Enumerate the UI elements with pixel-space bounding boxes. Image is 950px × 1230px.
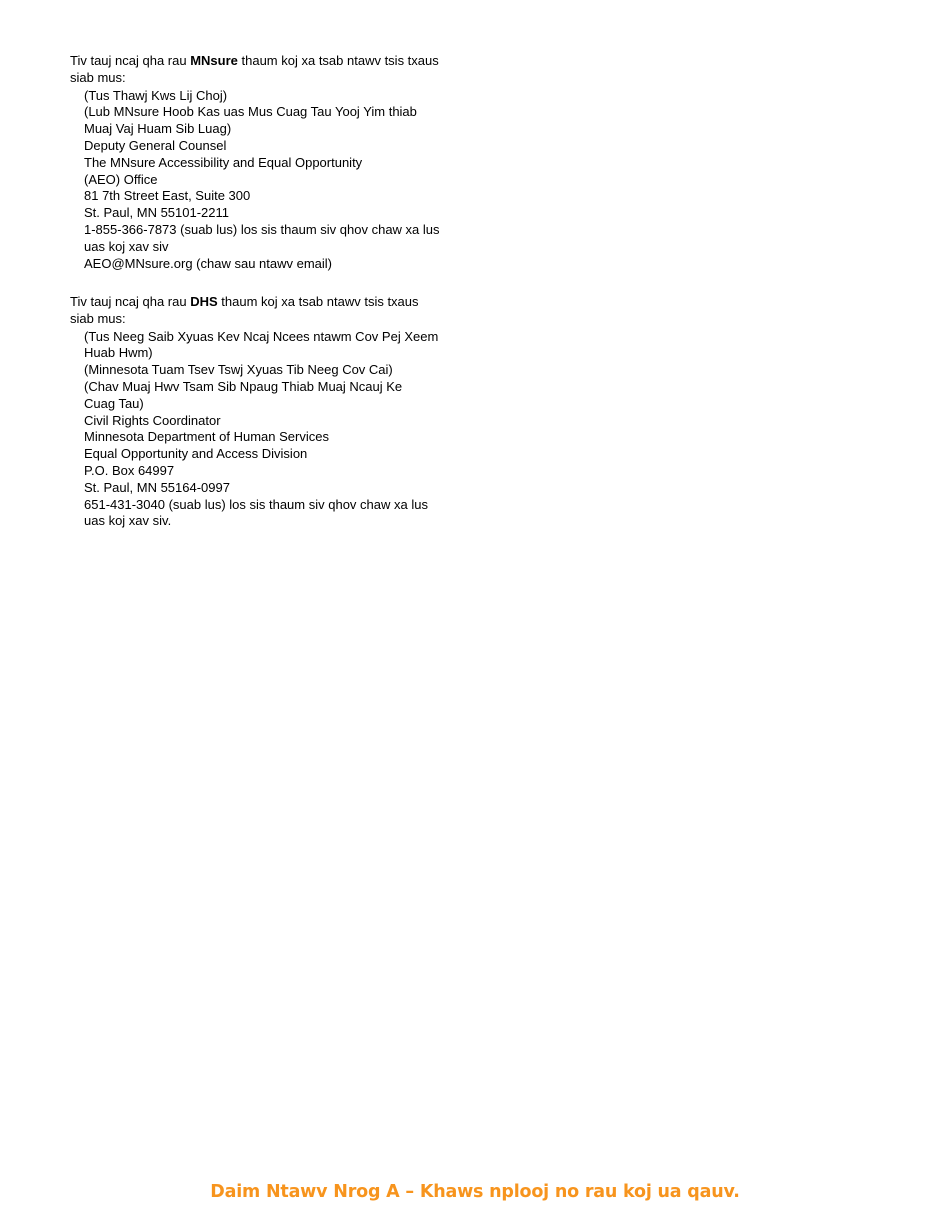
address-line: The MNsure Accessibility and Equal Opportunity xyxy=(84,154,363,170)
intro-text: thaum koj xa tsab ntawv tsis txaus xyxy=(217,294,419,309)
address-line: (Chav Muaj Hwv Tsam Sib Npaug Thiab Muaj Ncauj Ke xyxy=(84,378,403,394)
address-line: St. Paul, MN 55164-0997 xyxy=(84,479,230,495)
mnsure-contact-section xyxy=(70,53,490,272)
address-line: (Tus Neeg Saib Xyuas Kev Ncaj Ncees ntawm Cov Pej Xeem xyxy=(84,328,439,344)
address-line: St. Paul, MN 55101-2211 xyxy=(84,205,230,221)
address-line: Huab Hwm) xyxy=(84,345,153,361)
address-line: (AEO) Office xyxy=(84,171,158,187)
agency-name: MNsure xyxy=(190,53,238,68)
address-line: P.O. Box 64997 xyxy=(84,462,175,478)
address-line: Civil Rights Coordinator xyxy=(84,412,221,428)
address-line: Cuag Tau) xyxy=(84,395,144,411)
address-line: Muaj Vaj Huam Sib Luag) xyxy=(84,121,232,137)
address-line: Deputy General Counsel xyxy=(84,137,227,153)
phone-line: 651-431-3040 (suab lus) los sis thaum siv qhov chaw xa lus xyxy=(84,496,428,512)
agency-name: DHS xyxy=(190,294,218,309)
phone-line: uas koj xav siv xyxy=(84,238,169,254)
dhs-contact-intro xyxy=(70,294,490,328)
page-footer: Daim Ntawv Nrog A – Khaws nplooj no rau koj ua qauv. xyxy=(210,1182,740,1202)
dhs-contact-section xyxy=(70,294,490,530)
mnsure-address-block xyxy=(84,88,490,273)
mnsure-contact-intro xyxy=(70,53,490,87)
intro-text: Tiv tauj ncaj qha rau xyxy=(70,53,191,68)
intro-text: siab mus: xyxy=(70,69,126,85)
address-line: (Tus Thawj Kws Lij Choj) xyxy=(84,87,228,103)
phone-line: 1-855-366-7873 (suab lus) los sis thaum siv qhov chaw xa lus xyxy=(84,221,440,237)
intro-text: thaum koj xa tsab ntawv tsis txaus xyxy=(237,53,439,68)
address-line: (Lub MNsure Hoob Kas uas Mus Cuag Tau Yooj Yim thiab xyxy=(84,104,417,120)
phone-line: uas koj xav siv. xyxy=(84,513,172,529)
address-line: 81 7th Street East, Suite 300 xyxy=(84,188,251,204)
email-line: AEO@MNsure.org (chaw sau ntawv email) xyxy=(84,255,332,271)
address-line: Equal Opportunity and Access Division xyxy=(84,446,308,462)
address-line: Minnesota Department of Human Services xyxy=(84,429,329,445)
address-line: (Minnesota Tuam Tsev Tswj Xyuas Tib Neeg Cov Cai) xyxy=(84,362,393,378)
intro-text: Tiv tauj ncaj qha rau xyxy=(70,294,191,309)
dhs-address-block xyxy=(84,329,490,531)
intro-text: siab mus: xyxy=(70,310,126,326)
